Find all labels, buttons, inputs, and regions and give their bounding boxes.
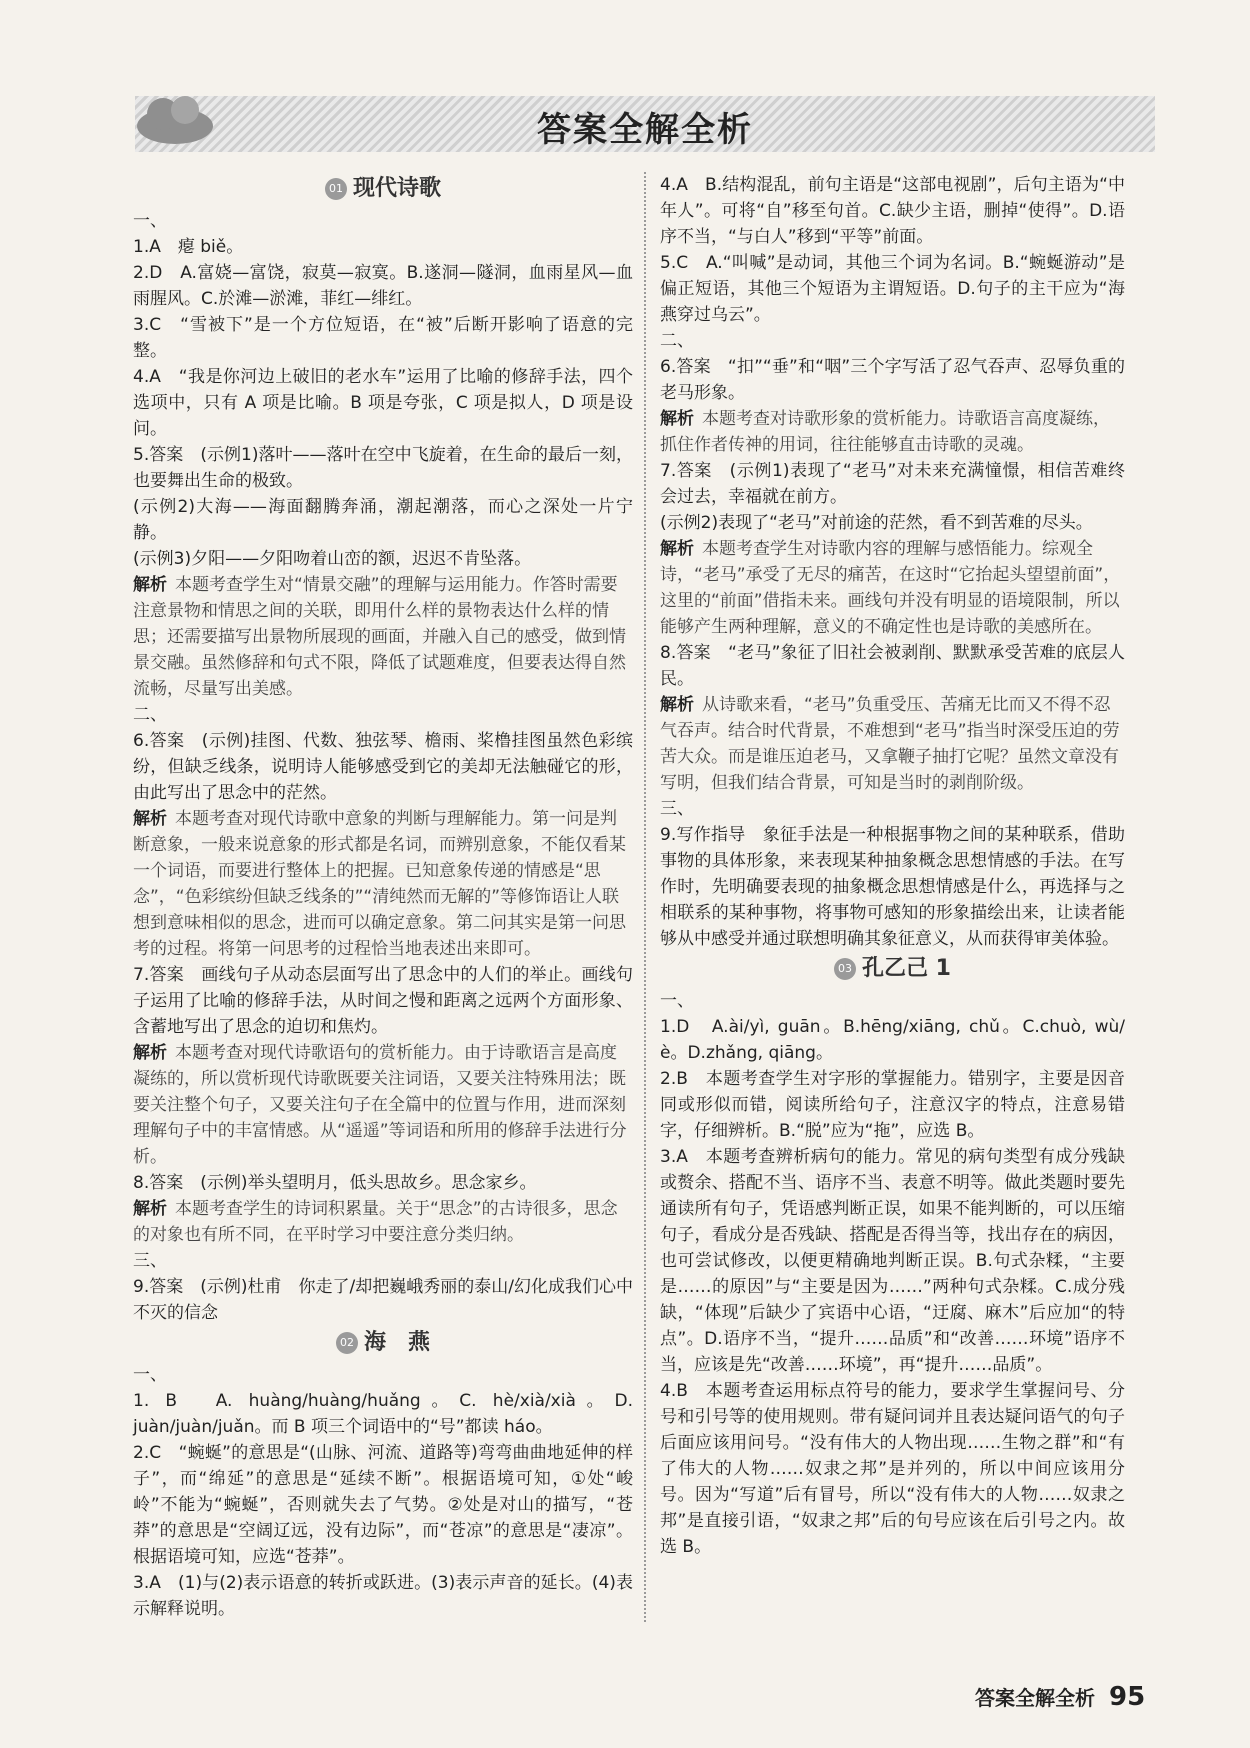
page-number: 95 [1109, 1682, 1146, 1712]
analysis-text: 本题考查学生对诗歌内容的理解与感悟能力。综观全诗，“老马”承受了无尽的痛苦，在这时“它抬起头望望前面”，这里的“前面”借指未来。画线句并没有明显的语境限制，所以能够产生两种理解，意义的不确定性也是诗歌的美感所在。 [660, 539, 1121, 637]
title-banner [135, 96, 1155, 152]
section-number: 03 [834, 958, 856, 980]
answer-item: 3.A 本题考查辨析病句的能力。常见的病句类型有成分残缺或赘余、搭配不当、语序不当、表意不明等。做此类题时要先通读所有句子，凭语感判断正误，如果不能判断的，可以压缩句子，看成分是否残缺、搭配是否得当等，找出存在的病因，也可尝试修改，以便更精确地判断正误。B.句式杂糅，“主要是……的原因”与“主要是因为……”两种句式杂糅。C.成分残缺，“体现”后缺少了宾语中心语，“迂腐、麻木”后应加“的特点”。D.语序不当，“提升……品质”和“改善……环境”语序不当，应该是先“改善……环境”，再“提升……品质”。 [660, 1147, 1125, 1375]
answer-item: (示例2)大海——海面翻腾奔涌，潮起潮落，而心之深处一片宁静。 [133, 497, 633, 543]
analysis-label: 解析 [133, 1199, 167, 1219]
answer-item: 9.写作指导 象征手法是一种根据事物之间的某种联系，借助事物的具体形象，来表现某种抽象概念思想情感的手法。在写作时，先明确要表现的抽象概念思想情感是什么，再选择与之相联系的某种事物，将事物可感知的形象描绘出来，让读者能够从中感受并通过联想明确其象征意义，从而获得审美体验。 [660, 825, 1125, 949]
analysis-text: 从诗歌来看，“老马”负重受压、苦痛无比而又不得不忍气吞声。结合时代背景，不难想到“老马”指当时深受压迫的劳苦大众。而是谁压迫老马，又拿鞭子抽打它呢？虽然文章没有写明，但我们结合背景，可知是当时的剥削阶级。 [660, 695, 1120, 793]
answer-item: 2.D A.富娆—富饶，寂莫—寂寞。B.遂洞—隧洞，血雨星风—血雨腥风。C.於滩—淤滩，菲红—绯红。 [133, 263, 633, 309]
analysis-text: 本题考查对诗歌形象的赏析能力。诗歌语言高度凝练，抓住作者传神的用词，往往能够直击诗歌的灵魂。 [660, 409, 1110, 455]
answer-item: 3.C “雪被下”是一个方位短语，在“被”后断开影响了语意的完整。 [133, 315, 633, 361]
part-label: 三、 [660, 799, 694, 819]
analysis-label: 解析 [133, 575, 167, 595]
answer-item: 3.A (1)与(2)表示语意的转折或跃进。(3)表示声音的延长。(4)表示解释说明。 [133, 1573, 633, 1619]
answer-item: 8.答案 (示例)举头望明月，低头思故乡。思念家乡。 [133, 1173, 537, 1193]
answer-item: 6.答案 (示例)挂图、代数、独弦琴、檐雨、桨橹挂图虽然色彩缤纷，但缺乏线条，说明诗人能够感受到它的美却无法触碰它的形，由此写出了思念中的茫然。 [133, 731, 633, 803]
answer-item: 5.C A.“叫喊”是动词，其他三个词为名词。B.“蜿蜒游动”是偏正短语，其他三个短语为主谓短语。D.句子的主干应为“海燕穿过乌云”。 [660, 253, 1125, 325]
section-header-2 [133, 1330, 633, 1356]
section-title: 海 燕 [363, 1330, 430, 1355]
answer-item: 7.答案 (示例1)表现了“老马”对未来充满憧憬，相信苦难终会过去，幸福就在前方。 [660, 461, 1125, 507]
section-header-3 [660, 956, 1125, 982]
analysis-label: 解析 [660, 409, 694, 429]
analysis-text: 本题考查对现代诗歌中意象的判断与理解能力。第一问是判断意象，一般来说意象的形式都是名词，而辨别意象，不能仅看某一个词语，而要进行整体上的把握。已知意象传递的情感是“思念”，“色彩缤纷但缺乏线条的”“清纯然而无解的”等修饰语让人联想到意味相似的思念，进而可以确定意象。第二问其实是第一问思考的过程。将第一问思考的过程恰当地表述出来即可。 [133, 809, 626, 959]
analysis-label: 解析 [133, 1043, 167, 1063]
answer-item: 9.答案 (示例)杜甫 你走了/却把巍峨秀丽的泰山/幻化成我们心中不灭的信念 [133, 1277, 633, 1323]
part-label: 二、 [133, 705, 167, 725]
analysis-label: 解析 [660, 695, 694, 715]
analysis [133, 1040, 633, 1170]
answer-item: (示例3)夕阳——夕阳吻着山峦的额，迟迟不肯坠落。 [133, 549, 532, 569]
part-label: 一、 [660, 991, 694, 1011]
analysis [660, 406, 1125, 458]
answer-item: 4.B 本题考查运用标点符号的能力，要求学生掌握问号、分号和引号等的使用规则。带有疑问词并且表达疑问语气的句子后面应该用问号。“没有伟大的人物出现……生物之群”和“有了伟大的人物……奴隶之邦”是并列的，所以中间应该用分号。因为“写道”后有冒号，所以“没有伟大的人物……奴隶之邦”是直接引语，“奴隶之邦”后的句号应该在后引号之内。故选 B。 [660, 1381, 1125, 1557]
answer-item: 2.B 本题考查学生对字形的掌握能力。错别字，主要是因音同或形似而错，阅读所给句子，注意汉字的特点，注意易错字，仔细辨析。B.“脱”应为“拖”，应选 B。 [660, 1069, 1125, 1141]
analysis [133, 572, 633, 702]
answer-item: 1.D A.ài/yì, guān。B.hēng/xiāng, chǔ。C.chuò, wù/è。D.zhǎng, qiāng。 [660, 1017, 1125, 1063]
cloud-icon [135, 88, 215, 146]
analysis-text: 本题考查学生对“情景交融”的理解与运用能力。作答时需要注意景物和情思之间的关联，即用什么样的景物表达什么样的情思；还需要描写出景物所展现的画面，并融入自己的感受，做到情景交融。虽然修辞和句式不限，降低了试题难度，但要表达得自然流畅，尽量写出美感。 [133, 575, 626, 699]
answer-item: (示例2)表现了“老马”对前途的茫然，看不到苦难的尽头。 [660, 513, 1093, 533]
analysis [660, 692, 1125, 796]
answer-item: 7.答案 画线句子从动态层面写出了思念中的人们的举止。画线句子运用了比喻的修辞手法，从时间之慢和距离之远两个方面形象、含蓄地写出了思念的迫切和焦灼。 [133, 965, 633, 1037]
section-number: 02 [336, 1332, 358, 1354]
left-column [133, 172, 633, 1622]
answer-item: 2.C “蜿蜒”的意思是“(山脉、河流、道路等)弯弯曲曲地延伸的样子”，而“绵延”的意思是“延续不断”。根据语境可知，①处“峻岭”不能为“蜿蜒”，否则就失去了气势。②处是对山的描写，“苍莽”的意思是“空阔辽远，没有边际”，而“苍凉”的意思是“凄凉”。根据语境可知，应选“苍莽”。 [133, 1443, 633, 1567]
section-title: 现代诗歌 [352, 176, 441, 201]
analysis [660, 536, 1125, 640]
part-label: 二、 [660, 331, 694, 351]
answer-item: 1. B A. huàng/huàng/huǎng。C. hè/xià/xià。D. juàn/juàn/juǎn。而 B 项三个词语中的“号”都读 háo。 [133, 1391, 633, 1437]
section-title: 孔乙己 1 [862, 956, 951, 981]
column-divider [644, 172, 646, 1622]
page-title: 答案全解全析 [537, 110, 753, 150]
analysis [133, 806, 633, 962]
answer-item: 6.答案 “扣”“垂”和“咽”三个字写活了忍气吞声、忍辱负重的老马形象。 [660, 357, 1125, 403]
right-column [660, 172, 1125, 1560]
answer-item: 5.答案 (示例1)落叶——落叶在空中飞旋着，在生命的最后一刻，也要舞出生命的极致。 [133, 445, 633, 491]
analysis-label: 解析 [660, 539, 694, 559]
page-footer [975, 1682, 1145, 1712]
part-label: 三、 [133, 1251, 167, 1271]
footer-label: 答案全解全析 [975, 1686, 1095, 1710]
answer-item: 4.A B.结构混乱，前句主语是“这部电视剧”，后句主语为“中年人”。可将“自”移至句首。C.缺少主语，删掉“使得”。D.语序不当，“与白人”移到“平等”前面。 [660, 175, 1125, 247]
section-header-1 [133, 176, 633, 202]
part-label: 一、 [133, 1365, 167, 1385]
section-number: 01 [325, 178, 347, 200]
analysis-label: 解析 [133, 809, 167, 829]
analysis [133, 1196, 633, 1248]
analysis-text: 本题考查学生的诗词积累量。关于“思念”的古诗很多，思念的对象也有所不同，在平时学习中要注意分类归纳。 [133, 1199, 618, 1245]
analysis-text: 本题考查对现代诗歌语句的赏析能力。由于诗歌语言是高度凝练的，所以赏析现代诗歌既要关注词语，又要关注特殊用法；既要关注整个句子，又要关注句子在全篇中的位置与作用，进而深刻理解句子中的丰富情感。从“遥遥”等词语和所用的修辞手法进行分析。 [133, 1043, 627, 1167]
answer-item: 8.答案 “老马”象征了旧社会被剥削、默默承受苦难的底层人民。 [660, 643, 1125, 689]
answer-item: 1.A 瘪 biě。 [133, 237, 244, 257]
part-label: 一、 [133, 211, 167, 231]
answer-item: 4.A “我是你河边上破旧的老水车”运用了比喻的修辞手法，四个选项中，只有 A 项是比喻。B 项是夸张，C 项是拟人，D 项是设问。 [133, 367, 633, 439]
